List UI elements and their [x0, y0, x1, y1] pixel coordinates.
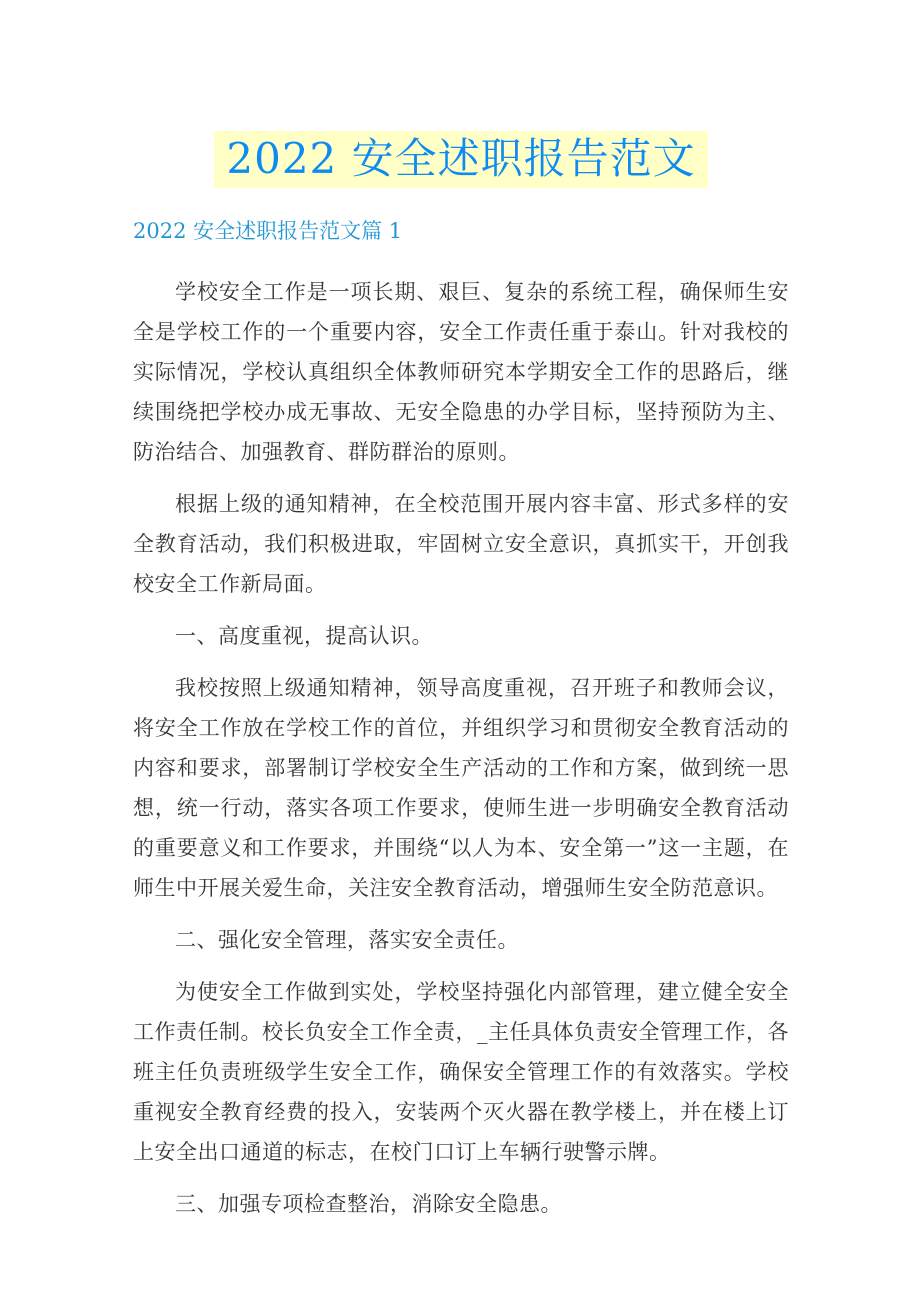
document-subtitle: 2022 安全述职报告范文篇 1 [133, 219, 403, 243]
document-body [133, 272, 789, 1224]
section-heading: 二、强化安全管理，落实安全责任。 [175, 928, 519, 952]
body-paragraph: 为使安全工作做到实处，学校坚持强化内部管理，建立健全安全工作责任制。校长负安全工作全责，_主任具体负责安全管理工作，各班主任负责班级学生安全工作，确保安全管理工作的有效落实。学校重视安全教育经费的投入，安装两个灭火器在教学楼上，并在楼上订上安全出口通道的标志，在校门口订上车辆行驶警示牌。 [133, 980, 789, 1164]
title-highlight: 2022 安全述职报告范文 [214, 131, 707, 188]
body-paragraph: 我校按照上级通知精神，领导高度重视，召开班子和教师会议，将安全工作放在学校工作的首位，并组织学习和贯彻安全教育活动的内容和要求，部署制订学校安全生产活动的工作和方案，做到统一思想，统一行动，落实各项工作要求，使师生进一步明确安全教育活动的重要意义和工作要求，并围绕“以人为本、安全第一”这一主题，在师生中开展关爱生命，关注安全教育活动，增强师生安全防范意识。 [133, 676, 789, 900]
body-paragraph: 根据上级的通知精神，在全校范围开展内容丰富、形式多样的安全教育活动，我们积极进取，牢固树立安全意识，真抓实干，开创我校安全工作新局面。 [133, 492, 789, 596]
section-heading: 三、加强专项检查整治，消除安全隐患。 [175, 1192, 562, 1216]
page-title [133, 133, 789, 185]
section-heading: 一、高度重视，提高认识。 [175, 624, 433, 648]
body-paragraph: 学校安全工作是一项长期、艰巨、复杂的系统工程，确保师生安全是学校工作的一个重要内容，安全工作责任重于泰山。针对我校的实际情况，学校认真组织全体教师研究本学期安全工作的思路后，继续围绕把学校办成无事故、无安全隐患的办学目标，坚持预防为主、防治结合、加强教育、群防群治的原则。 [133, 280, 789, 464]
